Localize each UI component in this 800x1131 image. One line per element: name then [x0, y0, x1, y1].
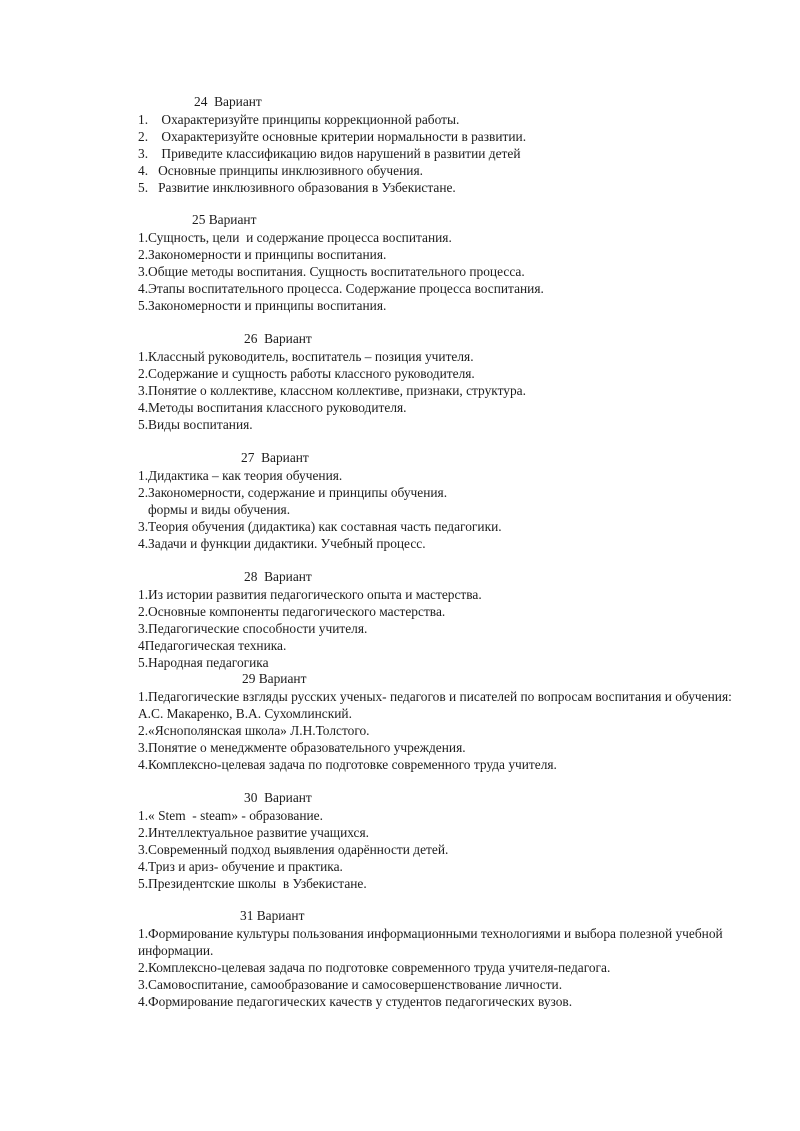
list-item: 5.Виды воспитания. — [138, 417, 253, 432]
list-item: 2.Содержание и сущность работы классного руководителя. — [138, 366, 475, 381]
list-item: 4.Задачи и функции дидактики. Учебный процесс. — [138, 536, 426, 551]
list-item: 1.Дидактика – как теория обучения. — [138, 468, 343, 483]
variant-27-title: 27 Вариант — [241, 450, 309, 465]
list-item: 1.Сущность, цели и содержание процесса воспитания. — [138, 230, 452, 245]
list-item: 2.Закономерности, содержание и принципы обучения. — [138, 485, 448, 500]
list-item: 1.Формирование культуры пользования информационными технологиями и выбора полезной учебной информации. — [138, 926, 723, 958]
list-item: 2.«Яснополянская школа» Л.Н.Толстого. — [138, 723, 370, 738]
list-item: формы и виды обучения. — [148, 502, 291, 517]
variant-31-list — [138, 925, 736, 1010]
list-item: 3.Самовоспитание, самообразование и самосовершенствование личности. — [138, 977, 563, 992]
variant-29-title: 29 Вариант — [242, 671, 307, 686]
list-item: 4.Этапы воспитательного процесса. Содержание процесса воспитания. — [138, 281, 544, 296]
list-item: 1. Охарактеризуйте принципы коррекционной работы. — [138, 112, 460, 127]
list-item: 3.Современный подход выявления одарённости детей. — [138, 842, 449, 857]
list-item: 4.Методы воспитания классного руководителя. — [138, 400, 407, 415]
list-item: 5.Закономерности и принципы воспитания. — [138, 298, 387, 313]
variant-25-title: 25 Вариант — [192, 212, 257, 227]
variant-24-list — [138, 111, 738, 196]
list-item: 3.Теория обучения (дидактика) как составная часть педагогики. — [138, 519, 502, 534]
variant-26-list — [138, 348, 738, 433]
list-item: 3.Педагогические способности учителя. — [138, 621, 368, 636]
variant-25-list — [138, 229, 738, 314]
variant-27-list — [138, 467, 738, 552]
variant-26-title: 26 Вариант — [244, 331, 312, 346]
variant-24-title: 24 Вариант — [194, 94, 262, 109]
list-item: 4. Основные принципы инклюзивного обучения. — [138, 163, 423, 178]
list-item: 1.Педагогические взгляды русских ученых- педагогов и писателей по вопросам воспитания и обучения: А.С. Макаренко, В.А. Сухомлинский. — [138, 689, 732, 721]
list-item: 2. Охарактеризуйте основные критерии нормальности в развитии. — [138, 129, 527, 144]
variant-29-list — [138, 688, 736, 773]
variant-28-title: 28 Вариант — [244, 569, 312, 584]
variant-30-list — [138, 807, 738, 892]
list-item: 2.Закономерности и принципы воспитания. — [138, 247, 387, 262]
variant-28-list — [138, 586, 738, 671]
list-item: 2.Интеллектуальное развитие учащихся. — [138, 825, 370, 840]
list-item: 1.« Stem - steam» - образование. — [138, 808, 323, 823]
list-item: 1.Классный руководитель, воспитатель – позиция учителя. — [138, 349, 474, 364]
list-item: 3.Понятие о менеджменте образовательного учреждения. — [138, 740, 466, 755]
variant-31-title: 31 Вариант — [240, 908, 305, 923]
list-item: 3.Общие методы воспитания. Сущность воспитательного процесса. — [138, 264, 525, 279]
list-item: 4.Формирование педагогических качеств у студентов педагогических вузов. — [138, 994, 573, 1009]
list-item: 5.Президентские школы в Узбекистане. — [138, 876, 367, 891]
list-item: 5. Развитие инклюзивного образования в Узбекистане. — [138, 180, 456, 195]
list-item: 2.Комплексно-целевая задача по подготовке современного труда учителя-педагога. — [138, 960, 611, 975]
variant-30-title: 30 Вариант — [244, 790, 312, 805]
list-item: 5.Народная педагогика — [138, 655, 269, 670]
list-item: 4Педагогическая техника. — [138, 638, 287, 653]
list-item: 2.Основные компоненты педагогического мастерства. — [138, 604, 446, 619]
list-item: 3.Понятие о коллективе, классном коллективе, признаки, структура. — [138, 383, 526, 398]
list-item: 1.Из истории развития педагогического опыта и мастерства. — [138, 587, 482, 602]
list-item: 4.Триз и ариз- обучение и практика. — [138, 859, 343, 874]
list-item: 3. Приведите классификацию видов нарушений в развитии детей — [138, 146, 521, 161]
list-item: 4.Комплексно-целевая задача по подготовке современного труда учителя. — [138, 757, 557, 772]
